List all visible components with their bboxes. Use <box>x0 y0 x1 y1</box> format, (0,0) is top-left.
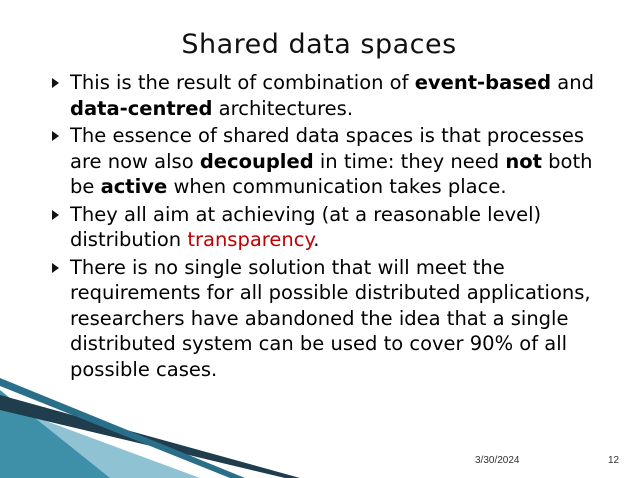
bullet-item <box>52 70 612 121</box>
bullet-text: when communication takes place. <box>167 175 507 198</box>
bullet-text: They all aim at achieving (at a reasonable level) distribution <box>70 202 542 251</box>
bullet-arrow-icon <box>52 78 59 88</box>
slide-title: Shared data spaces <box>181 29 457 60</box>
bold-keyword: not <box>505 149 542 173</box>
bullet-list <box>52 70 612 384</box>
bold-keyword: active <box>100 175 168 198</box>
bullet-text: . <box>313 228 320 251</box>
bullet-item <box>52 255 612 383</box>
footer-date: 3/30/2024 <box>475 455 520 466</box>
bullet-text: architectures. <box>212 96 354 120</box>
highlight-red-text: transparency <box>187 228 314 251</box>
bullet-text: There is no single solution that will meet the requirements for all possible distributed applications, researchers have abandoned the idea that a single distributed system can be used to cover 90% of all possible cases. <box>70 255 591 381</box>
bold-keyword: event-based <box>414 71 552 94</box>
bullet-text: both be <box>70 149 593 198</box>
bullet-text: This is the result of combination of <box>70 71 415 94</box>
bold-keyword: decoupled <box>199 149 314 173</box>
bullet-arrow-icon <box>52 263 59 273</box>
bullet-text: and <box>551 71 594 94</box>
bold-keyword: data-centred <box>70 96 213 120</box>
bullet-arrow-icon <box>52 210 59 220</box>
bullet-text: The essence of shared data spaces is that processes are now also <box>70 124 585 173</box>
page-number: 12 <box>608 455 620 466</box>
bullet-item <box>52 123 612 200</box>
bullet-item <box>52 202 612 253</box>
bullet-text: in time: they need <box>313 149 506 173</box>
bullet-arrow-icon <box>52 131 59 141</box>
